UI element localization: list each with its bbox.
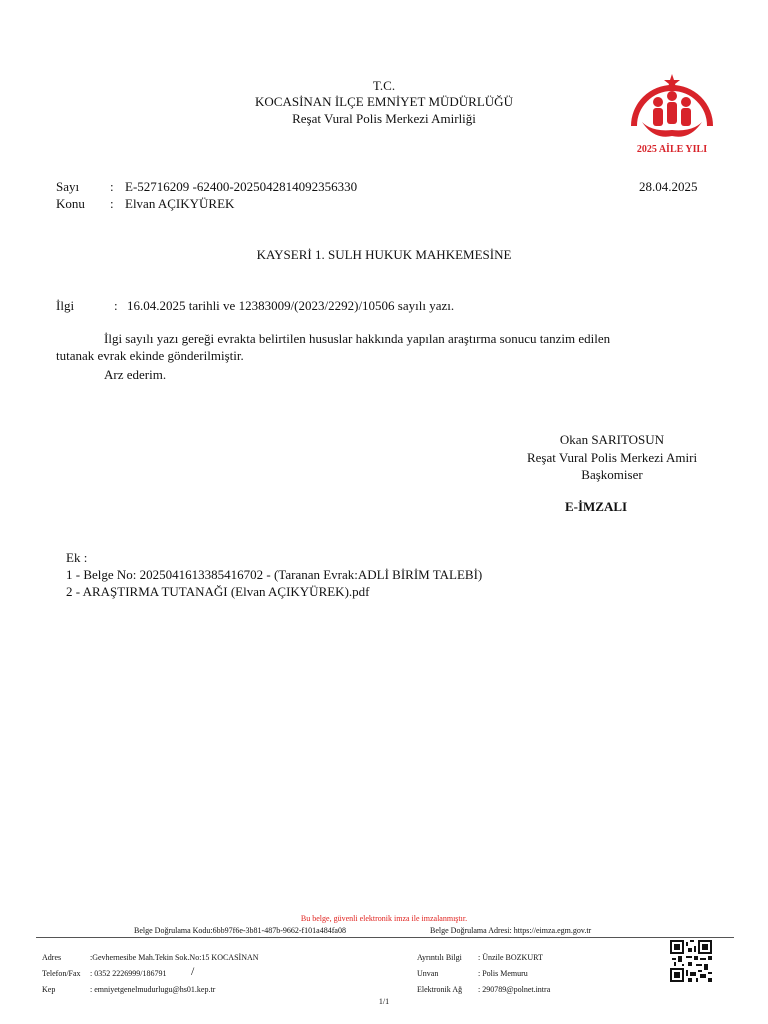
net-label: Elektronik Ağ bbox=[417, 985, 463, 994]
kep-label: Kep bbox=[42, 985, 56, 994]
logo-caption: 2025 AİLE YILI bbox=[636, 144, 708, 155]
ilgi-label: İlgi bbox=[56, 298, 75, 313]
sayi-label: Sayı bbox=[56, 179, 80, 194]
konu-value: Elvan AÇIKYÜREK bbox=[125, 196, 235, 211]
body-closing: Arz ederim. bbox=[104, 367, 167, 382]
sayi-value: E-52716209 -62400-2025042814092356330 bbox=[125, 179, 358, 194]
header-tc: T.C. bbox=[372, 78, 396, 93]
sayi-colon: : bbox=[110, 179, 114, 194]
footer-divider bbox=[36, 937, 734, 938]
e-signed-label: E-İMZALI bbox=[564, 499, 628, 514]
tel-slash: / bbox=[191, 964, 195, 978]
konu-colon: : bbox=[110, 196, 114, 211]
ilgi-colon: : bbox=[114, 298, 118, 313]
info-label: Ayrıntılı Bilgi bbox=[417, 953, 462, 962]
tel-value: : 0352 2226999/186791 bbox=[90, 969, 167, 978]
esign-notice: Bu belge, güvenli elektronik imza ile imzalanmıştır. bbox=[300, 914, 468, 923]
verify-url[interactable]: Belge Doğrulama Adresi: https://eimza.egm.gov.tr bbox=[430, 926, 592, 935]
verify-code: Belge Doğrulama Kodu:6bb97f6e-3b81-487b-9662-f101a484fa08 bbox=[134, 926, 346, 935]
body-line-2: tutanak evrak ekinde gönderilmiştir. bbox=[56, 348, 244, 363]
page-number: 1/1 bbox=[378, 997, 390, 1006]
adres-value: :Gevhernesibe Mah.Tekin Sok.No:15 KOCASİNAN bbox=[90, 953, 259, 962]
unvan-label: Unvan bbox=[417, 969, 439, 978]
attachments-label: Ek : bbox=[66, 550, 88, 565]
adres-label: Adres bbox=[42, 953, 62, 962]
unvan-value: : Polis Memuru bbox=[478, 969, 528, 978]
signer-rank: Başkomiser bbox=[581, 467, 643, 482]
recipient: KAYSERİ 1. SULH HUKUK MAHKEMESİNE bbox=[256, 247, 512, 262]
qr-code-icon bbox=[670, 940, 712, 982]
net-value: : 290789@polnet.intra bbox=[478, 985, 551, 994]
signer-title: Reşat Vural Polis Merkezi Amiri bbox=[526, 450, 698, 465]
tel-label: Telefon/Fax bbox=[42, 969, 81, 978]
body-line-1: İlgi sayılı yazı gereği evrakta belirtilen hususlar hakkında yapılan araştırma sonucu tanzim edilen bbox=[104, 331, 611, 346]
header-station: Reşat Vural Polis Merkezi Amirliği bbox=[292, 111, 476, 126]
document-date: 28.04.2025 bbox=[639, 179, 698, 194]
header-directorate: KOCASİNAN İLÇE EMNİYET MÜDÜRLÜĞÜ bbox=[255, 94, 513, 109]
info-value: : Ünzile BOZKURT bbox=[478, 953, 543, 962]
signer-name: Okan SARITOSUN bbox=[559, 432, 665, 447]
ilgi-value: 16.04.2025 tarihli ve 12383009/(2023/2292)/10506 sayılı yazı. bbox=[127, 298, 455, 313]
attachment-item-2[interactable]: 2 - ARAŞTIRMA TUTANAĞI (Elvan AÇIKYÜREK).pdf bbox=[66, 584, 370, 599]
konu-label: Konu bbox=[56, 196, 85, 211]
attachment-item-1[interactable]: 1 - Belge No: 2025041613385416702 - (Taranan Evrak:ADLİ BİRİM TALEBİ) bbox=[66, 567, 483, 582]
kep-value[interactable]: : emniyetgenelmudurlugu@hs01.kep.tr bbox=[90, 985, 216, 994]
